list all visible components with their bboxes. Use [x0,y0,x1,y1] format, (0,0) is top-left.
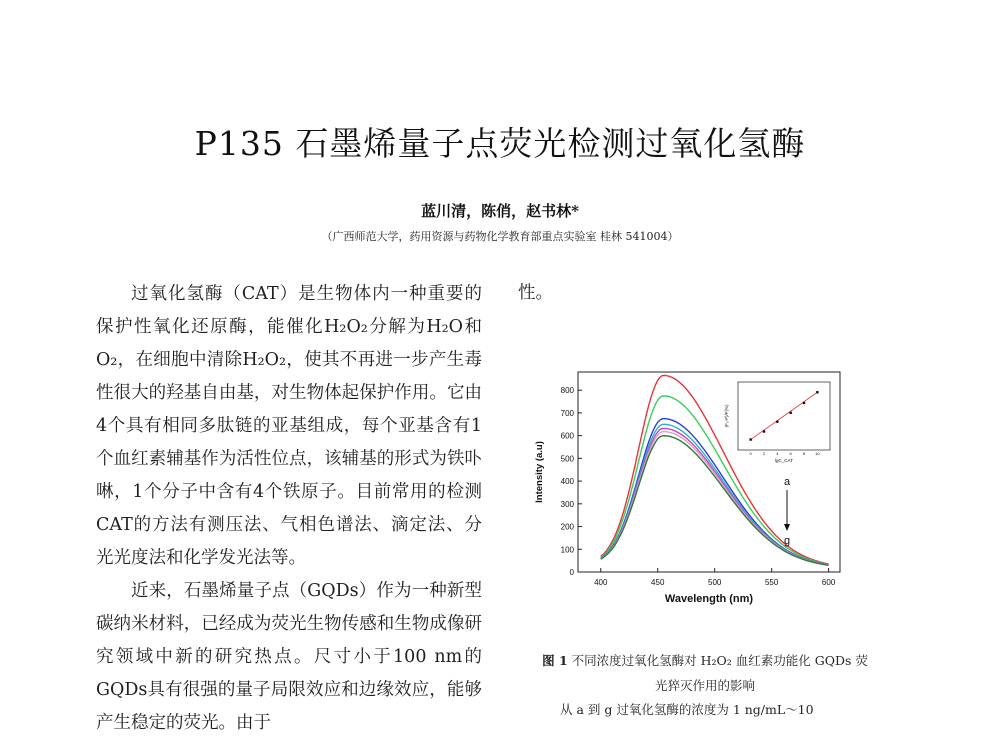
x-axis-label: Wavelength (nm) [664,593,754,605]
y-tick-label: 400 [560,477,574,487]
right-column-fragment: 性。 [518,283,553,303]
caption-label: 图 1 [542,653,568,668]
inset-x-tick-label: 2 [762,451,766,456]
paragraph-1: 过氧化氢酶（CAT）是生物体内一种重要的保护性氧化还原酶，能催化H₂O₂分解为H₂O和O₂，在细胞中清除H₂O₂，使其不再进一步产生毒性很大的羟基自由基，对生物体起保护作用。它由4个具有相同多肽链的亚基组成，每个亚基含有1个血红素辅基作为活性位点，该辅基的形式为铁卟啉，1个分子中含有4个铁原子。目前常用的检测CAT的方法有测压法、气相色谱法、滴定法、分光光度法和化学发光法等。 [96,284,482,568]
inset-x-label: lgC_CAT [775,458,793,463]
inset-y-label: (F₀-F)/F(%) [724,404,729,428]
y-tick-label: 600 [560,431,574,441]
inset-data-point [816,391,818,393]
x-tick-label: 500 [708,578,722,587]
series-line-g [601,436,829,566]
annotation-arrowhead [784,524,790,531]
inset-x-tick-label: 8 [802,451,806,456]
caption-continuation: 从 a 到 g 过氧化氢酶的浓度为 1 ng/mL～10 [560,702,814,717]
x-tick-label: 450 [651,578,665,587]
paragraph-2: 近来，石墨烯量子点（GQDs）作为一种新型碳纳米材料，已经成为荧光生物传感和生物成像研究领域中新的研究热点。尺寸小于100 nm的GQDs具有很强的量子局限效应和边缘效应，能够产生稳定的荧光。由于 [96,581,482,733]
inset-data-point [789,412,791,414]
figure-caption [540,648,870,698]
annotation-g: g [783,535,791,547]
x-tick-label: 550 [764,578,779,587]
annotation-a: a [783,476,791,488]
y-tick-label: 800 [560,386,574,396]
inset-data-point [763,430,765,432]
inset-x-tick-label: 4 [776,451,779,456]
y-tick-label: 300 [560,499,574,509]
caption-text: 不同浓度过氧化氢酶对 H₂O₂ 血红素功能化 GQDs 荧光猝灭作用的影响 [571,653,868,693]
y-tick-label: 0 [569,568,574,577]
left-column [96,278,482,740]
affiliation: （广西师范大学，药用资源与药物化学教育部重点实验室 桂林 541004） [321,230,679,243]
x-tick-label: 400 [594,578,608,587]
y-tick-label: 200 [560,522,574,532]
inset-x-tick-label: 6 [789,451,792,456]
paper-title: P135 石墨烯量子点荧光检测过氧化氢酶 [194,124,806,163]
inset-x-tick-label: 10 [815,451,820,456]
inset-data-point [776,420,778,422]
y-tick-label: 500 [560,454,574,464]
inset-data-point [803,402,805,404]
inset-data-point [749,438,751,440]
y-tick-label: 700 [560,408,574,418]
inset-calibration-plot [724,382,830,463]
y-axis-label: Intensity (a.u) [534,441,545,503]
fluorescence-chart [530,360,850,615]
author-list: 蓝川清，陈俏，赵书林* [421,202,579,220]
y-tick-label: 100 [560,545,574,555]
x-tick-label: 600 [821,578,836,587]
inset-x-tick-label: 0 [749,451,752,456]
